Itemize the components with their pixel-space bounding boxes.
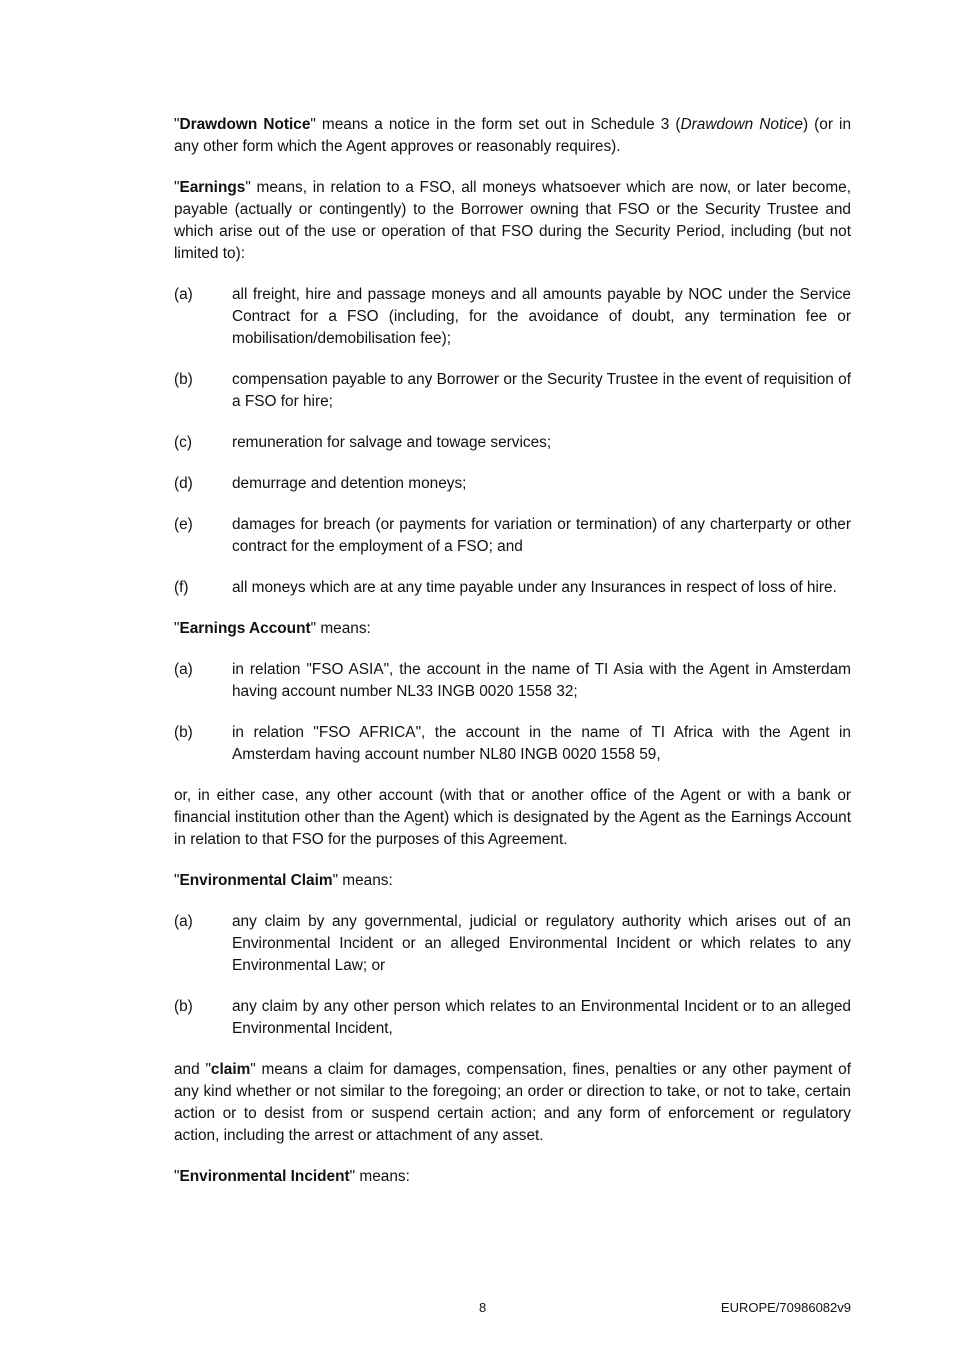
- defined-term: Earnings: [179, 179, 246, 196]
- definition-earnings-account: [174, 618, 851, 640]
- list-item: [174, 996, 851, 1040]
- defined-term: Environmental Claim: [179, 872, 333, 889]
- item-text: any claim by any governmental, judicial or regulatory authority which arises out of an Environmental Incident or an alleged Environmental Incident or which relates to any Environmental Law; or: [232, 913, 851, 974]
- list-item: [174, 369, 851, 413]
- page-number: 8: [479, 1300, 487, 1315]
- item-label: (a): [174, 661, 193, 678]
- item-text: all freight, hire and passage moneys and all amounts payable by NOC under the Service Contract for a FSO (including, for the avoidance of doubt, any termination fee or mobilisation/demobilisation fee);: [232, 286, 851, 347]
- list-item: [174, 514, 851, 558]
- definition-text: " means:: [332, 872, 393, 889]
- definition-text: ) (or in any other form which the Agent approves or reasonably requires).: [174, 116, 852, 155]
- list-item: [174, 911, 851, 977]
- defined-term: claim: [210, 1061, 251, 1078]
- item-label: (b): [174, 998, 193, 1015]
- quote: ": [174, 116, 180, 133]
- quote: ": [174, 872, 180, 889]
- document-page: [174, 114, 851, 1207]
- definition-text: " means:: [310, 620, 371, 637]
- document-reference: EUROPE/70986082v9: [720, 1300, 851, 1315]
- definition-earnings: [174, 177, 851, 265]
- list-item: [174, 659, 851, 703]
- definition-text: " means a notice in the form set out in Schedule 3 (: [310, 116, 681, 133]
- tail-text: " means a claim for damages, compensation, fines, penalties or any other payment of any kind whether or not similar to the foregoing; an order or direction to take, or not to take, certain action or to desist from or suspend certain action; and any form of enforcement or regulatory action, including the arrest or attachment of any asset.: [174, 1061, 851, 1144]
- definition-drawdown-notice: [174, 114, 851, 158]
- list-item: [174, 432, 851, 454]
- definition-environmental-claim: [174, 870, 851, 892]
- item-label: (c): [174, 434, 192, 451]
- definition-text: " means, in relation to a FSO, all moneys whatsoever which are now, or later become, payable (actually or contingently) to the Borrower owning that FSO or the Security Trustee and which arise out of the use or operation of that FSO during the Security Period, including (but not limited to):: [174, 179, 851, 262]
- item-text: in relation "FSO AFRICA", the account in the name of TI Africa with the Agent in Amsterdam having account number NL80 INGB 0020 1558 59,: [232, 724, 851, 763]
- definition-environmental-incident: [174, 1166, 851, 1188]
- defined-term: Environmental Incident: [179, 1168, 350, 1185]
- item-label: (a): [174, 286, 193, 303]
- list-item: [174, 473, 851, 495]
- item-label: (d): [174, 475, 193, 492]
- quote: ": [174, 1168, 180, 1185]
- item-label: (a): [174, 913, 193, 930]
- item-text: remuneration for salvage and towage services;: [232, 434, 552, 451]
- item-label: (e): [174, 516, 193, 533]
- italic-reference: Drawdown Notice: [680, 116, 803, 133]
- quote: ": [174, 620, 180, 637]
- item-text: all moneys which are at any time payable under any Insurances in respect of loss of hire.: [232, 579, 837, 596]
- list-item: [174, 284, 851, 350]
- item-text: in relation "FSO ASIA", the account in the name of TI Asia with the Agent in Amsterdam having account number NL33 INGB 0020 1558 32;: [232, 661, 851, 700]
- item-label: (b): [174, 371, 193, 388]
- defined-term: Drawdown Notice: [179, 116, 311, 133]
- list-item: [174, 577, 851, 599]
- item-text: damages for breach (or payments for variation or termination) of any charterparty or other contract for the employment of a FSO; and: [232, 516, 851, 555]
- claim-definition: [174, 1059, 851, 1147]
- tail-text: and ": [174, 1061, 211, 1078]
- quote: ": [174, 179, 180, 196]
- item-label: (b): [174, 724, 193, 741]
- item-label: (f): [174, 579, 189, 596]
- item-text: any claim by any other person which relates to an Environmental Incident or to an alleged Environmental Incident,: [232, 998, 851, 1037]
- item-text: demurrage and detention moneys;: [232, 475, 467, 492]
- item-text: compensation payable to any Borrower or the Security Trustee in the event of requisition of a FSO for hire;: [232, 371, 851, 410]
- defined-term: Earnings Account: [179, 620, 311, 637]
- earnings-account-tail: or, in either case, any other account (with that or another office of the Agent or with a bank or financial institution other than the Agent) which is designated by the Agent as the Earnings Account in relation to that FSO for the purposes of this Agreement.: [174, 787, 851, 848]
- definition-text: " means:: [349, 1168, 410, 1185]
- list-item: [174, 722, 851, 766]
